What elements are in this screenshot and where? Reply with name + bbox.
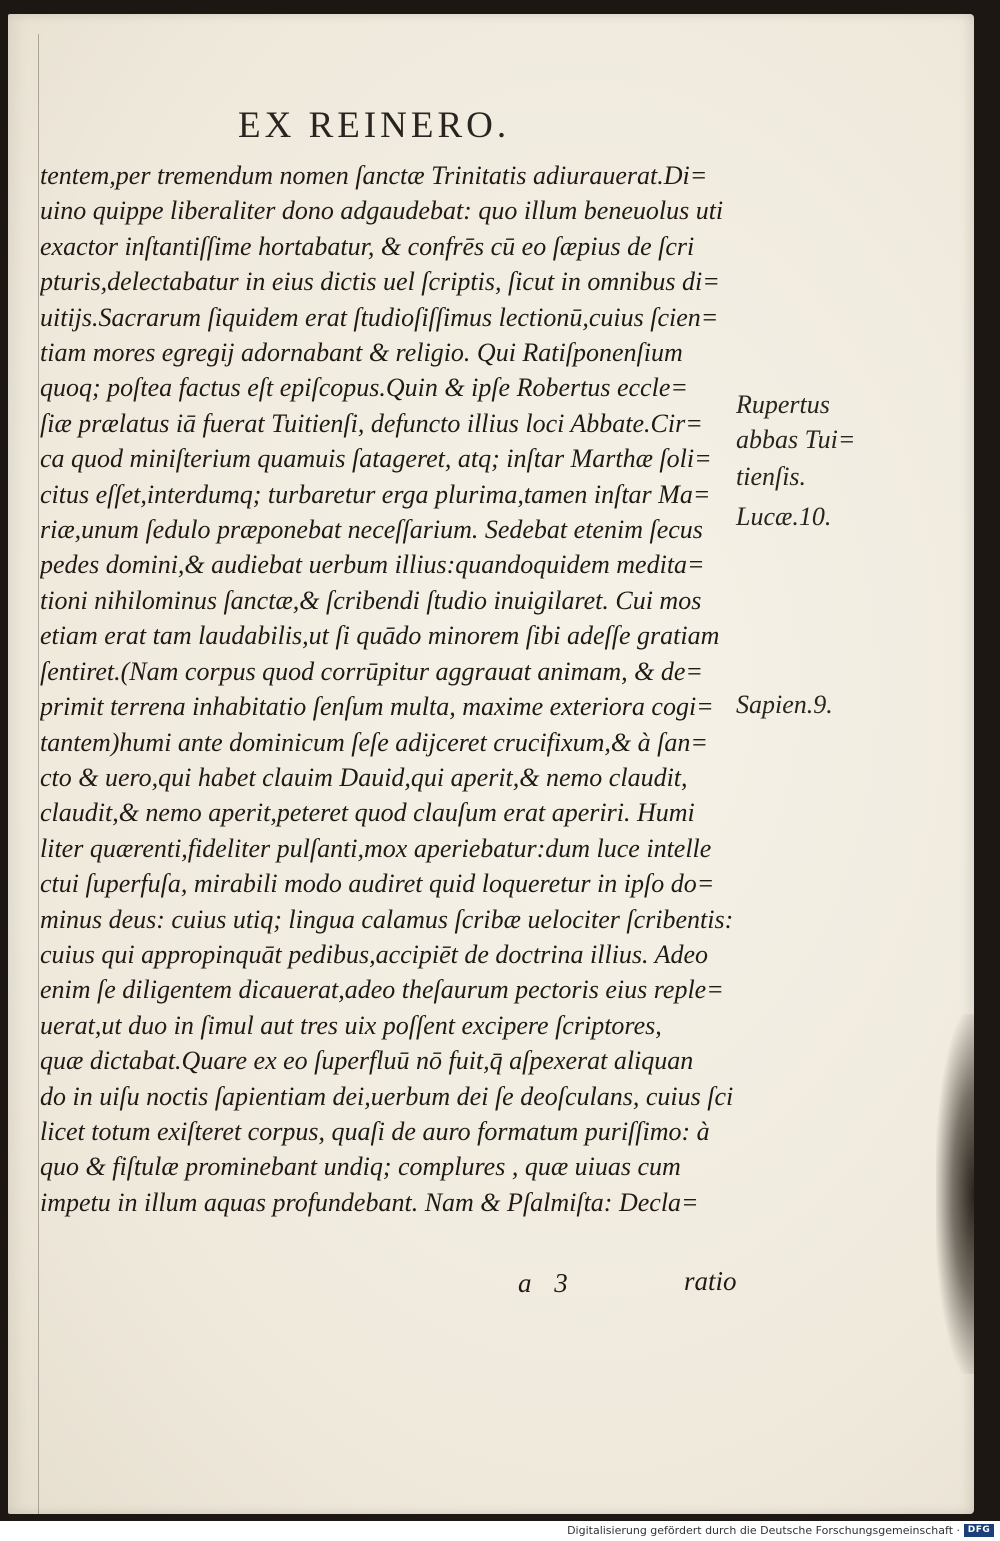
margin-note-abbas: abbas Tui= <box>736 425 856 454</box>
text-line: quo & fiſtulæ prominebant undiq; complures , quæ uiuas cum <box>40 1152 681 1182</box>
signature-mark: a 3 <box>518 1268 576 1298</box>
text-line: etiam erat tam laudabilis,ut ſi quādo minorem ſibi adeſſe gratiam <box>40 621 720 651</box>
text-line: enim ſe diligentem dicauerat,adeo theſaurum pectoris eius reple= <box>40 975 724 1005</box>
text-line: uitijs.Sacrarum ſiquidem erat ſtudioſiſſimus lectionū,cuius ſcien= <box>40 302 719 332</box>
text-line: ca quod miniſterium quamuis ſatageret, atq; inſtar Marthæ ſoli= <box>40 444 712 474</box>
page-gutter-line <box>38 34 39 1514</box>
footer-credit: Digitalisierung gefördert durch die Deutsche Forschungsgemeinschaft · <box>567 1524 960 1537</box>
text-line: tiam mores egregij adornabant & religio. Qui Ratiſponenſium <box>40 338 683 368</box>
text-line: ctui ſuperfuſa, mirabili modo audiret quid loqueretur in ipſo do= <box>40 869 715 899</box>
margin-note-sapien: Sapien.9. <box>736 690 833 719</box>
text-line: tantem)humi ante dominicum ſeſe adijceret crucifixum,& à ſan= <box>40 727 708 757</box>
text-line: uino quippe liberaliter dono adgaudebat: quo illum beneuolus uti <box>40 196 724 226</box>
text-line: licet totum exiſteret corpus, quaſi de auro formatum puriſſimo: à <box>40 1116 710 1146</box>
text-line: claudit,& nemo aperit,peteret quod clauſum erat aperiri. Humi <box>40 798 695 828</box>
text-line: primit terrena inhabitatio ſenſum multa, maxime exteriora cogi= <box>40 692 714 722</box>
text-line: tentem,per tremendum nomen ſanctæ Trinitatis adiurauerat.Di= <box>40 161 708 190</box>
text-line: quæ dictabat.Quare ex eo ſuperfluū nō fuit,q̄ aſpexerat aliquan <box>40 1046 694 1076</box>
catchword: ratio <box>684 1266 737 1296</box>
text-line: quoq; poſtea factus eſt epiſcopus.Quin & ipſe Robertus eccle= <box>40 373 688 403</box>
text-line: riæ,unum ſedulo præponebat neceſſarium. Sedebat etenim ſecus <box>40 515 703 545</box>
margin-note-rupertus: Rupertus <box>736 390 830 419</box>
text-line: pedes domini,& audiebat uerbum illius:quandoquidem medita= <box>40 550 705 580</box>
text-line: cto & uero,qui habet clauim Dauid,qui aperit,& nemo claudit, <box>40 762 688 792</box>
text-line: pturis,delectabatur in eius dictis uel ſcriptis, ſicut in omnibus di= <box>40 267 720 297</box>
dfg-logo: DFG <box>964 1524 994 1537</box>
margin-note-lucae: Lucæ.10. <box>736 502 832 531</box>
footer-bar <box>0 1521 1000 1541</box>
running-head: EX REINERO. <box>238 105 511 146</box>
page-edge-damage <box>936 1014 974 1374</box>
body-text <box>40 158 745 1220</box>
text-line: do in uiſu noctis ſapientiam dei,uerbum dei ſe deoſculans, cuius ſci <box>40 1081 734 1111</box>
text-line: impetu in illum aquas profundebant. Nam & Pſalmiſta: Decla= <box>40 1187 699 1217</box>
text-line: ſiæ prælatus iā fuerat Tuitienſi, defuncto illius loci Abbate.Cir= <box>40 408 703 438</box>
text-line: liter quærenti,fideliter pulſanti,mox aperiebatur:dum luce intelle <box>40 833 712 863</box>
text-line: ſentiret.(Nam corpus quod corrūpitur aggrauat animam, & de= <box>40 656 703 686</box>
text-line: uerat,ut duo in ſimul aut tres uix poſſent excipere ſcriptores, <box>40 1010 662 1040</box>
text-line: minus deus: cuius utiq; lingua calamus ſcribæ uelociter ſcribentis: <box>40 904 734 934</box>
margin-note-tuitiensis: tienſis. <box>736 462 807 491</box>
text-line: exactor inſtantiſſime hortabatur, & confrēs cū eo ſæpius de ſcri <box>40 231 695 261</box>
text-line: cuius qui appropinquāt pedibus,accipiēt de doctrina illius. Adeo <box>40 939 708 969</box>
text-line: tioni nihilominus ſanctæ,& ſcribendi ſtudio inuigilaret. Cui mos <box>40 585 702 615</box>
text-line: citus eſſet,interdumq; turbaretur erga plurima,tamen inſtar Ma= <box>40 479 711 509</box>
